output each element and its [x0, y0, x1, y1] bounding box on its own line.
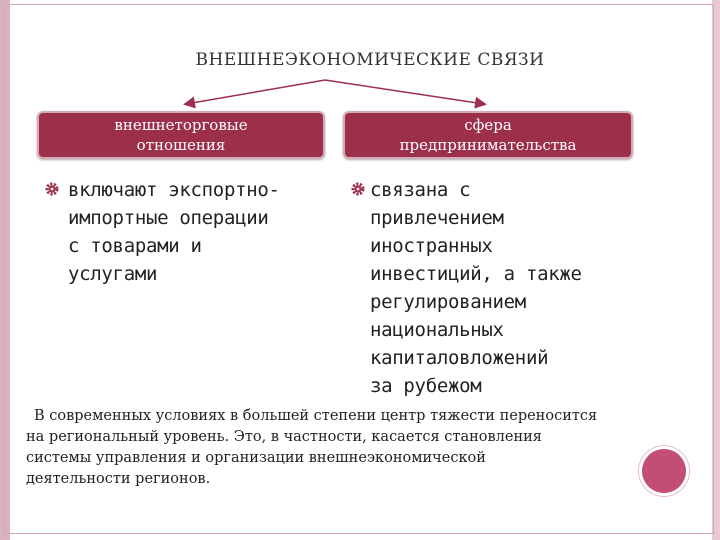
decorative-circle: [642, 449, 686, 493]
bullet-right-line: иностранных: [370, 235, 493, 257]
gear-icon: [350, 181, 366, 197]
bullet-left-line: импортные операции: [68, 207, 269, 229]
bullet-right-line: связана с: [370, 179, 471, 201]
paragraph-line: деятельности регионов.: [26, 471, 211, 487]
bullet-right-line: регулированием: [370, 291, 526, 313]
box-left-line-2: отношения: [136, 136, 226, 154]
bullet-right-line: инвестиций, а также: [370, 263, 582, 285]
bullet-left-text: [68, 176, 338, 288]
arrow-to-right-box: [325, 80, 484, 104]
bullet-right-line: привлечением: [370, 207, 504, 229]
bullet-right-line: за рубежом: [370, 375, 482, 397]
bullet-right-line: национальных: [370, 319, 504, 341]
paragraph-line: В современных условиях в большей степени центр тяжести переносится: [34, 408, 598, 424]
box-right-line-2: предпринимательства: [399, 136, 577, 154]
box-foreign-trade-relations: [37, 111, 325, 159]
box-left-line-1: внешнеторговые: [114, 116, 248, 134]
bullet-left-line: включают экспортно-: [68, 179, 280, 201]
bullet-left-line: услугами: [68, 263, 158, 285]
bullet-right-line: капиталовложений: [370, 347, 549, 369]
box-entrepreneurship-sphere: [343, 111, 633, 159]
bullet-left-line: с товарами и: [68, 235, 202, 257]
summary-paragraph: [26, 406, 666, 490]
gear-icon: [44, 181, 60, 197]
slide-title: ВНЕШНЕЭКОНОМИЧЕСКИЕ СВЯЗИ: [195, 50, 545, 70]
paragraph-line: на региональный уровень. Это, в частности, касается становления: [26, 429, 542, 445]
paragraph-line: системы управления и организации внешнеэкономической: [26, 450, 486, 466]
box-right-line-1: сфера: [464, 116, 512, 134]
arrow-to-left-box: [186, 80, 325, 104]
bullet-right-text: [370, 176, 640, 400]
